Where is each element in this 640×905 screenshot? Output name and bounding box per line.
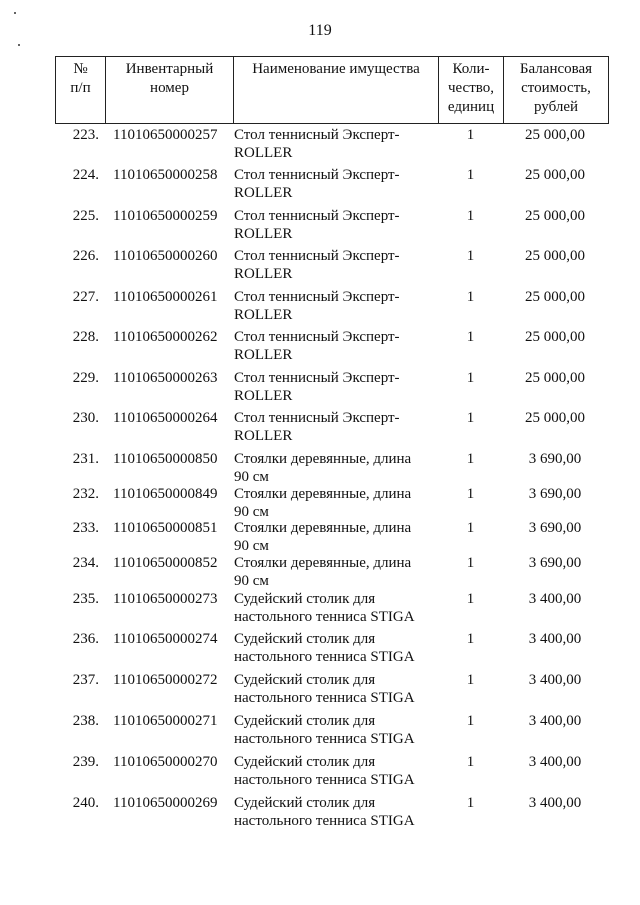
- item-name-line: Стоялки деревянные, длина: [234, 555, 412, 571]
- item-name-line: 90 см: [234, 469, 269, 485]
- item-name: [234, 207, 434, 243]
- balance-value: 25 000,00: [525, 370, 585, 386]
- inventory-number: 11010650000263: [113, 370, 218, 386]
- balance-value: 3 400,00: [528, 713, 582, 729]
- balance-value: 25 000,00: [525, 289, 585, 305]
- item-name-line: Судейский столик для: [234, 713, 376, 729]
- item-name-line: Судейский столик для: [234, 754, 376, 770]
- header-value-line: стоимость,: [521, 80, 591, 96]
- table-row: [55, 288, 609, 328]
- item-name-line: ROLLER: [234, 266, 293, 282]
- item-name-line: ROLLER: [234, 307, 293, 323]
- row-number: 234.: [72, 555, 99, 571]
- item-name-line: ROLLER: [234, 428, 293, 444]
- row-number: 230.: [72, 410, 99, 426]
- table-row: [55, 166, 609, 206]
- page-number: 119: [308, 22, 332, 39]
- item-name-line: Судейский столик для: [234, 672, 376, 688]
- header-num-line: №: [73, 61, 88, 77]
- row-number: 238.: [72, 713, 99, 729]
- item-name-line: ROLLER: [234, 226, 293, 242]
- item-name-line: Стол теннисный Эксперт-: [234, 410, 400, 426]
- inventory-number: 11010650000271: [113, 713, 218, 729]
- quantity: 1: [466, 713, 475, 729]
- balance-value: 3 690,00: [528, 486, 582, 502]
- header-inventory-line: Инвентарный: [125, 61, 214, 77]
- item-name: [234, 712, 434, 748]
- row-number: 231.: [72, 451, 99, 467]
- table-row: [55, 247, 609, 287]
- item-name-line: 90 см: [234, 538, 269, 554]
- quantity: 1: [466, 754, 475, 770]
- inventory-number: 11010650000262: [113, 329, 218, 345]
- inventory-number: 11010650000851: [113, 520, 218, 536]
- item-name: [234, 590, 434, 626]
- inventory-number: 11010650000852: [113, 555, 218, 571]
- inventory-number: 11010650000849: [113, 486, 218, 502]
- item-name: [234, 369, 434, 405]
- header-inventory: [106, 57, 234, 123]
- inventory-number: 11010650000258: [113, 167, 218, 183]
- quantity: 1: [466, 370, 475, 386]
- balance-value: 3 690,00: [528, 555, 582, 571]
- row-number: 232.: [72, 486, 99, 502]
- row-number: 224.: [72, 167, 99, 183]
- table-row: [55, 671, 609, 711]
- item-name: [234, 409, 434, 445]
- header-value-line: Балансовая: [519, 61, 593, 77]
- header-quantity-line: Коли-: [452, 61, 490, 77]
- row-number: 228.: [72, 329, 99, 345]
- header-inventory-line: номер: [150, 80, 189, 96]
- item-name: [234, 630, 434, 666]
- inventory-number: 11010650000272: [113, 672, 218, 688]
- item-name-line: 90 см: [234, 573, 269, 589]
- balance-value: 25 000,00: [525, 248, 585, 264]
- item-name: [234, 288, 434, 324]
- header-num-line: п/п: [70, 80, 91, 96]
- row-number: 226.: [72, 248, 99, 264]
- balance-value: 25 000,00: [525, 208, 585, 224]
- item-name-line: Стоялки деревянные, длина: [234, 520, 412, 536]
- item-name: [234, 247, 434, 283]
- row-number: 237.: [72, 672, 99, 688]
- item-name-line: настольного тенниса STIGA: [234, 772, 415, 788]
- quantity: 1: [466, 591, 475, 607]
- item-name-line: Стоялки деревянные, длина: [234, 451, 412, 467]
- item-name: [234, 554, 434, 590]
- item-name-line: Стол теннисный Эксперт-: [234, 370, 400, 386]
- balance-value: 3 400,00: [528, 591, 582, 607]
- item-name-line: Стол теннисный Эксперт-: [234, 167, 400, 183]
- balance-value: 3 690,00: [528, 520, 582, 536]
- quantity: 1: [466, 672, 475, 688]
- scan-speck: [18, 44, 20, 46]
- scan-speck: [14, 12, 16, 14]
- header-num: [56, 57, 106, 123]
- quantity: 1: [466, 329, 475, 345]
- row-number: 229.: [72, 370, 99, 386]
- table-row: [55, 590, 609, 630]
- header-name-line: Наименование имущества: [252, 61, 420, 77]
- inventory-number: 11010650000257: [113, 127, 218, 143]
- quantity: 1: [466, 555, 475, 571]
- balance-value: 3 690,00: [528, 451, 582, 467]
- row-number: 240.: [72, 795, 99, 811]
- row-number: 223.: [72, 127, 99, 143]
- header-name: [234, 57, 439, 123]
- item-name: [234, 753, 434, 789]
- quantity: 1: [466, 289, 475, 305]
- inventory-number: 11010650000264: [113, 410, 218, 426]
- header-quantity: [439, 57, 504, 123]
- inventory-number: 11010650000259: [113, 208, 218, 224]
- item-name-line: ROLLER: [234, 347, 293, 363]
- item-name-line: настольного тенниса STIGA: [234, 609, 415, 625]
- item-name-line: настольного тенниса STIGA: [234, 731, 415, 747]
- header-value-line: рублей: [533, 99, 579, 115]
- item-name-line: Судейский столик для: [234, 591, 376, 607]
- row-number: 227.: [72, 289, 99, 305]
- item-name-line: ROLLER: [234, 145, 293, 161]
- balance-value: 3 400,00: [528, 754, 582, 770]
- item-name-line: Стол теннисный Эксперт-: [234, 289, 400, 305]
- item-name-line: Судейский столик для: [234, 795, 376, 811]
- item-name-line: Судейский столик для: [234, 631, 376, 647]
- balance-value: 3 400,00: [528, 631, 582, 647]
- item-name-line: Стол теннисный Эксперт-: [234, 127, 400, 143]
- quantity: 1: [466, 208, 475, 224]
- balance-value: 3 400,00: [528, 672, 582, 688]
- quantity: 1: [466, 248, 475, 264]
- quantity: 1: [466, 410, 475, 426]
- table-row: [55, 207, 609, 247]
- table-row: [55, 712, 609, 752]
- balance-value: 25 000,00: [525, 329, 585, 345]
- item-name-line: настольного тенниса STIGA: [234, 690, 415, 706]
- balance-value: 3 400,00: [528, 795, 582, 811]
- quantity: 1: [466, 167, 475, 183]
- item-name: [234, 519, 434, 555]
- table-row: [55, 519, 609, 559]
- table-row: [55, 450, 609, 490]
- item-name-line: 90 см: [234, 504, 269, 520]
- balance-value: 25 000,00: [525, 167, 585, 183]
- table-row: [55, 753, 609, 793]
- row-number: 236.: [72, 631, 99, 647]
- inventory-number: 11010650000273: [113, 591, 218, 607]
- table-row: [55, 328, 609, 368]
- item-name-line: ROLLER: [234, 388, 293, 404]
- quantity: 1: [466, 520, 475, 536]
- item-name: [234, 794, 434, 830]
- inventory-number: 11010650000274: [113, 631, 218, 647]
- quantity: 1: [466, 451, 475, 467]
- item-name-line: настольного тенниса STIGA: [234, 649, 415, 665]
- inventory-number: 11010650000260: [113, 248, 218, 264]
- item-name-line: Стол теннисный Эксперт-: [234, 248, 400, 264]
- header-quantity-line: единиц: [447, 99, 495, 115]
- item-name-line: Стоялки деревянные, длина: [234, 486, 412, 502]
- balance-value: 25 000,00: [525, 410, 585, 426]
- quantity: 1: [466, 631, 475, 647]
- item-name: [234, 485, 434, 521]
- table-row: [55, 409, 609, 449]
- item-name: [234, 671, 434, 707]
- header-value: [504, 57, 608, 123]
- item-name-line: Стол теннисный Эксперт-: [234, 329, 400, 345]
- row-number: 235.: [72, 591, 99, 607]
- table-row: [55, 126, 609, 166]
- inventory-number: 11010650000850: [113, 451, 218, 467]
- table-header: [55, 56, 609, 124]
- header-quantity-line: чество,: [447, 80, 495, 96]
- row-number: 225.: [72, 208, 99, 224]
- inventory-number: 11010650000261: [113, 289, 218, 305]
- table-row: [55, 369, 609, 409]
- item-name-line: ROLLER: [234, 185, 293, 201]
- table-row: [55, 554, 609, 594]
- item-name: [234, 328, 434, 364]
- balance-value: 25 000,00: [525, 127, 585, 143]
- quantity: 1: [466, 486, 475, 502]
- row-number: 233.: [72, 520, 99, 536]
- item-name-line: Стол теннисный Эксперт-: [234, 208, 400, 224]
- table-row: [55, 630, 609, 670]
- item-name: [234, 126, 434, 162]
- quantity: 1: [466, 127, 475, 143]
- item-name-line: настольного тенниса STIGA: [234, 813, 415, 829]
- table-row: [55, 794, 609, 834]
- inventory-number: 11010650000269: [113, 795, 218, 811]
- item-name: [234, 450, 434, 486]
- quantity: 1: [466, 795, 475, 811]
- inventory-number: 11010650000270: [113, 754, 218, 770]
- item-name: [234, 166, 434, 202]
- row-number: 239.: [72, 754, 99, 770]
